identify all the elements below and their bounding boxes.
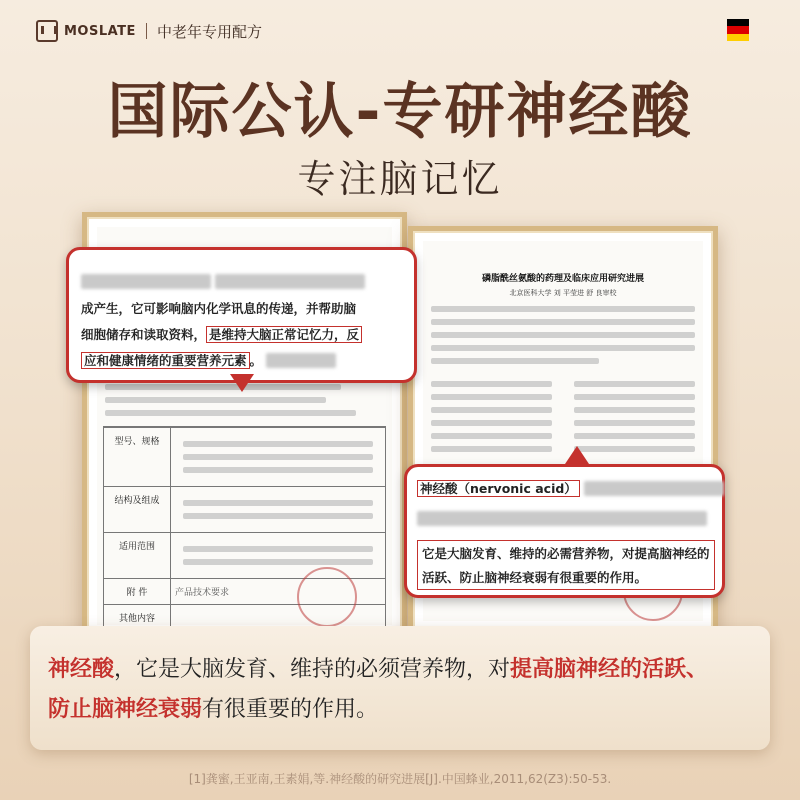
table-row: 结构及组成 (104, 486, 385, 532)
germany-flag-icon (727, 19, 749, 41)
official-stamp (297, 567, 357, 627)
caption-line-1: 神经酸，它是大脑发育、维持的必须营养物，对提高脑神经的活跃、 (48, 657, 709, 682)
table-row: 附 件 产品技术要求 (104, 578, 385, 604)
callout-text: 成产生，它可影响脑内化学讯息的传递，并帮助脑 细胞储存和读取资料， 是维持大脑正常记忆力，反 应和健康情绪的重要营养元素 。 (81, 274, 365, 369)
registration-table (103, 426, 386, 657)
paper-author: 北京医科大学 刘 平莹进 舒 良审校 (509, 289, 617, 297)
reference-footnote: [1]龚蜜,王亚南,王素娟,等.神经酸的研究进展[J].中国蜂业,2011,62(Z3):50-53. (188, 772, 612, 786)
caption-line-2: 防止脑神经衰弱有很重要的作用。 (48, 697, 379, 722)
table-row: 适用范围 (104, 532, 385, 578)
callout-text (417, 479, 724, 590)
table-row: 其他内容 (104, 604, 385, 630)
callout-pointer (565, 446, 589, 464)
flag-stripe-red (727, 26, 749, 33)
divider (146, 23, 147, 39)
flag-stripe-black (727, 19, 749, 26)
left-callout (66, 247, 417, 383)
caption-box (30, 626, 770, 750)
term-box: 神经酸（nervonic acid） (417, 480, 580, 497)
brand-name: MOSLATE (64, 23, 136, 39)
highlight-box: 是维持大脑正常记忆力，反 (206, 326, 362, 343)
right-callout (404, 464, 725, 598)
page-title: 国际公认-专研神经酸 (107, 77, 693, 147)
highlight-box: 应和健康情绪的重要营养元素 (81, 352, 250, 369)
page-subtitle: 专注脑记忆 (297, 157, 503, 201)
paper-title: 磷脂酰丝氨酸的药理及临床应用研究进展 (481, 274, 644, 284)
flag-stripe-gold (727, 34, 749, 41)
tagline: 中老年专用配方 (156, 22, 262, 41)
callout-pointer (230, 374, 254, 392)
table-row: 型号、规格 (104, 427, 385, 486)
logo-icon (36, 20, 58, 42)
highlight-box: 它是大脑发育、维持的必需营养物，对提高脑神经的 活跃、防止脑神经衰弱有很重要的作用。 (417, 540, 715, 590)
brand-logo (36, 20, 262, 42)
